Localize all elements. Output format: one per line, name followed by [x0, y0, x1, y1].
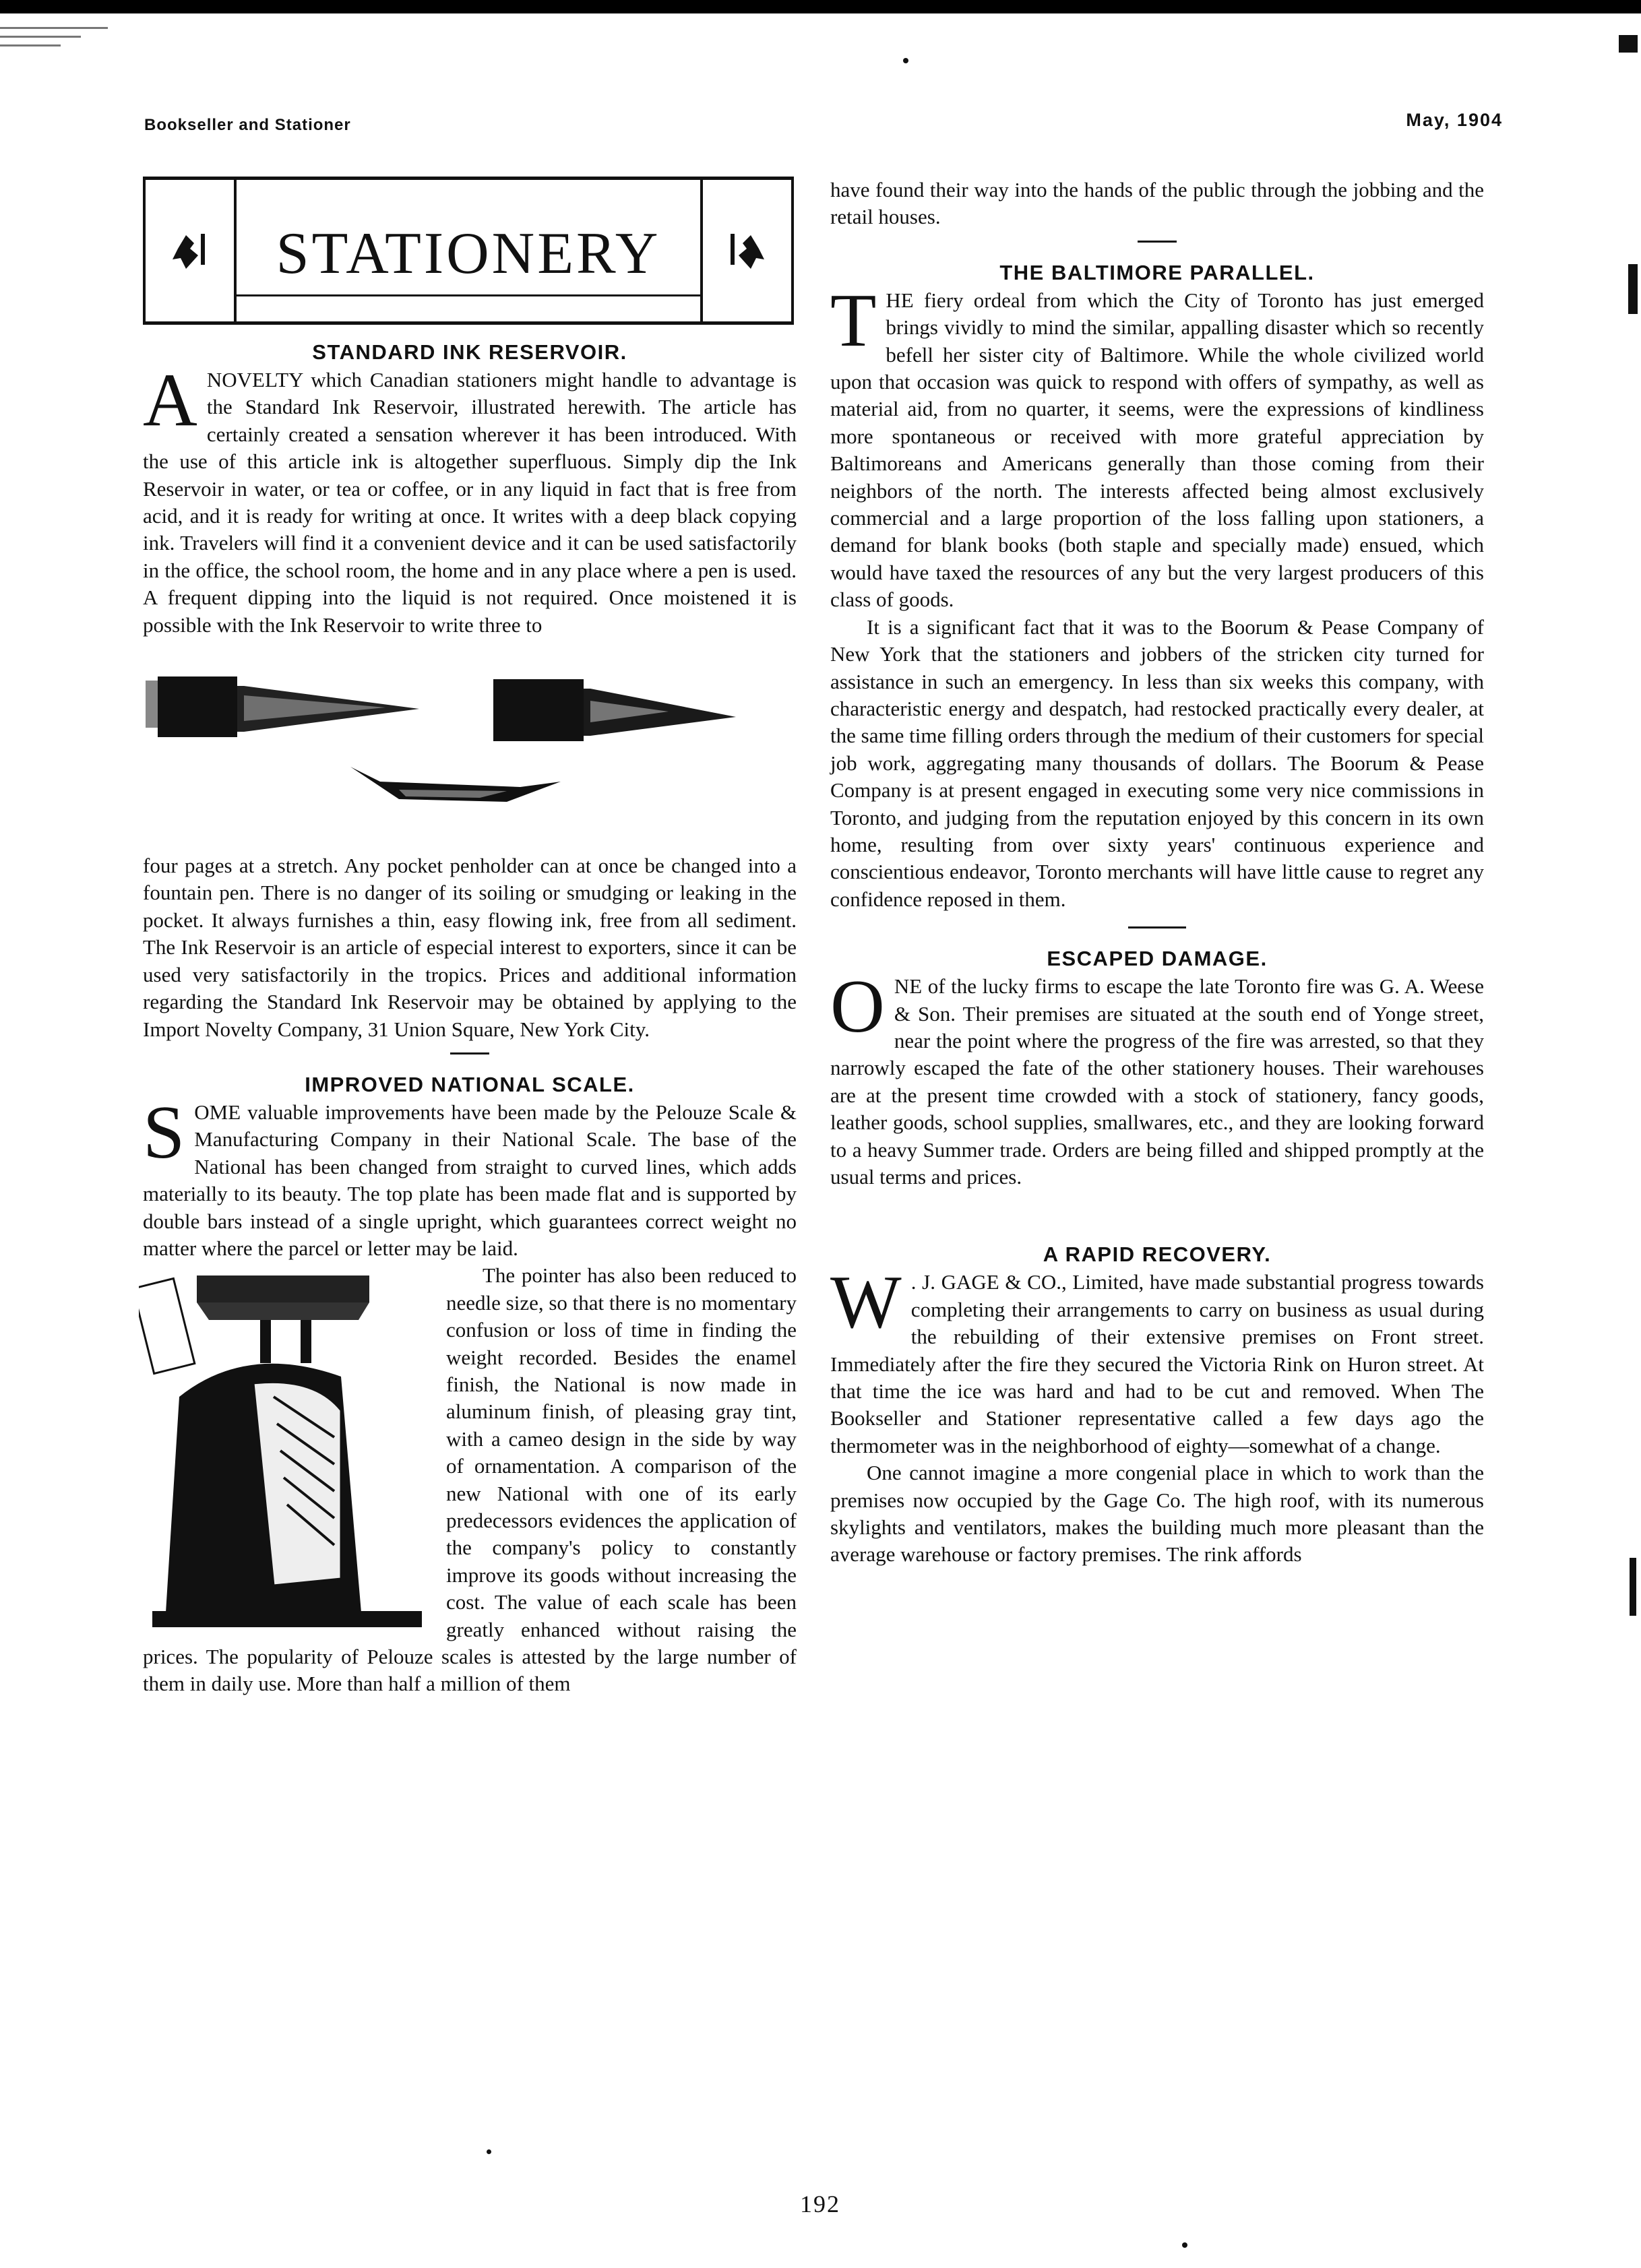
scan-speck: [903, 58, 908, 63]
dropcap-o: O: [830, 965, 885, 1049]
baltimore-paragraph: [830, 278, 1484, 614]
scan-edge-mark: [1630, 1558, 1636, 1616]
section-divider: [1128, 926, 1186, 928]
section-divider: [1128, 1204, 1186, 1224]
baltimore-text: HE fiery ordeal from which the City of Toronto has just emerged brings vividly to mind the similar, appalling disaster which so recently befell her sister city of Baltimore. While the whole civilized world upon that occasion was quick to respond with offers of sympathy, as well as material aid, from no quarter, it seems, were the expressions of kindliness more spontaneous or received with more grateful appreciation by Baltimoreans and Americans generally than those coming from their neighbors of the north. The interests affected being almost exclusively commercial and a large proportion of the loss falling upon stationers, a demand for blank books (both staple and specially made) ensued, which would have taxed the resources of any but the very largest producers of this class of goods.: [830, 288, 1484, 612]
rapid-recovery-paragraph-2: One cannot imagine a more congenial place in which to work than the premises now occupied by the Gage Co. The high roof, with its numerous skylights and ventilators, makes the building much more pleasant than the average warehouse or factory premises. The rink affords: [830, 1461, 1484, 1567]
national-scale-paragraph-2: The pointer has also been reduced to needle size, so that there is no momentary confusion or loss of time in finding the weight recorded. Besides the enamel finish, the National is now made in aluminum finish, of pleasing gray tint, with a cameo design in the side by way of ornamentation. A comparison of the new National with one of its early predecessors evidences the application of the company's policy to constantly improve its goods without increasing the cost. The value of each scale has been greatly enhanced without raising the prices. The popularity of Pelouze scales is attested by the large number of them in daily use. More than half a million of them: [143, 1263, 797, 1696]
section-divider: [450, 1052, 489, 1054]
scan-speck: [1182, 2242, 1187, 2248]
section-divider: [1138, 241, 1177, 243]
national-scale-paragraph: [143, 1090, 797, 1262]
scan-artifact-marks: [0, 20, 108, 53]
rapid-recovery-headline: A RAPID RECOVERY.: [1043, 1242, 1272, 1267]
postal-scale-illustration: [139, 1262, 435, 1639]
right-column: [830, 177, 1484, 1569]
issue-date: May, 1904: [1406, 110, 1503, 130]
ink-reservoir-paragraph: [143, 358, 797, 639]
escaped-damage-text: NE of the lucky firms to escape the late Toronto fire was G. A. Weese & Son. Their premises are situated at the south end of Yonge street, near the point where the progress of the fire was arrested, so that they narrowly escaped the fate of the other stationery houses. Their warehouses are at the present time crowded with a stock of stationery, fancy goods, leather goods, school supplies, smallwares, etc., and they are looking forward to a heavy Summer trade. Orders are being filled and shipped promptly at the usual terms and prices.: [830, 974, 1484, 1189]
ink-reservoir-text: NOVELTY which Canadian stationers might handle to advantage is the Standard Ink Reservoir, illustrated herewith. The article has certainly created a sensation wherever it has been introduced. With the use of this article ink is altogether superfluous. Simply dip the Ink Reservoir in water, or tea or coffee, or in any liquid in fact that is free from acid, and it is ready for writing at once. It writes with a deep black copying ink. Travelers will find it a convenient device and it can be used satisfactorily in the office, the school room, the home and in any place where a pen is used. A frequent dipping into the liquid is not required. Once moistened it is possible with the Ink Reservoir to write three to: [143, 368, 797, 637]
left-ornament-icon: [166, 228, 213, 276]
rapid-recovery-paragraph: [830, 1261, 1484, 1459]
ink-reservoir-pen-illustration: [143, 647, 797, 842]
top-scan-border: [0, 0, 1641, 13]
section-title: STATIONERY: [276, 221, 661, 286]
national-scale-text: OME valuable improvements have been made by the Pelouze Scale & Manufacturing Company in their National Scale. The base of the National has been changed from straight to curved lines, which adds materially to its beauty. The top plate has been made flat and is supported by double bars instead of a single upright, which guarantees correct weight no matter where the parcel or letter may be laid.: [143, 1100, 797, 1260]
dropcap-s: S: [143, 1090, 185, 1174]
dropcap-w: W: [830, 1261, 902, 1345]
baltimore-paragraph-2: It is a significant fact that it was to the Boorum & Pease Company of New York that the stationers and jobbers of the stricken city turned for assistance in such an emergency. In less than six weeks this company, with characteristic energy and despatch, had restocked practically every dealer, at the same time filling orders through the medium of their customers for special job work, aggregating many thousands of dollars. The Boorum & Pease Company is at present engaged in executing some very nice commissions in Toronto, and judging from the reputation enjoyed by this concern in its own home, resulting from over sixty years' continuous experience and conscientious endeavor, Toronto merchants will have little cause to regret any confidence reposed in them.: [830, 615, 1484, 911]
ink-reservoir-continuation: four pages at a stretch. Any pocket penholder can at once be changed into a fountain pen. There is no danger of its soiling or smudging or leaking in the pocket. It always furnishes a thin, easy flowing ink, free from all sediment. The Ink Reservoir is an article of especial interest to exporters, since it can be used very satisfactorily in the tropics. Prices and additional information regarding the Standard Ink Reservoir may be obtained by applying to the Import Novelty Company, 31 Union Square, New York City.: [143, 854, 797, 1041]
dropcap-a: A: [143, 358, 197, 442]
page-number: 192: [800, 2191, 840, 2217]
national-scale-headline: IMPROVED NATIONAL SCALE.: [305, 1072, 635, 1096]
right-ornament-icon: [724, 228, 771, 276]
rapid-recovery-text: . J. GAGE & CO., Limited, have made substantial progress towards completing their arrangements to carry on business as usual during the rebuilding of their extensive premises on Front street. Immediately after the fire they secured the Victoria Rink on Huron street. At that time the ice was hard and had to be cut and removed. When The Bookseller and Stationer representative called a few days ago the thermometer was in the neighborhood of eighty—somewhat of a change.: [830, 1270, 1484, 1457]
escaped-damage-headline: ESCAPED DAMAGE.: [1047, 947, 1268, 971]
ink-reservoir-headline: STANDARD INK RESERVOIR.: [312, 340, 627, 364]
left-column: [143, 177, 797, 1698]
journal-title: Bookseller and Stationer: [144, 116, 351, 134]
stationery-banner: [143, 177, 794, 325]
escaped-damage-paragraph: [830, 965, 1484, 1191]
scan-speck: [487, 2149, 491, 2154]
scan-edge-mark: [1619, 35, 1638, 53]
dropcap-t: T: [830, 278, 877, 363]
scan-edge-mark: [1628, 264, 1638, 314]
baltimore-headline: THE BALTIMORE PARALLEL.: [999, 260, 1315, 284]
scale-continuation: have found their way into the hands of the public through the jobbing and the retail houses.: [830, 178, 1484, 229]
